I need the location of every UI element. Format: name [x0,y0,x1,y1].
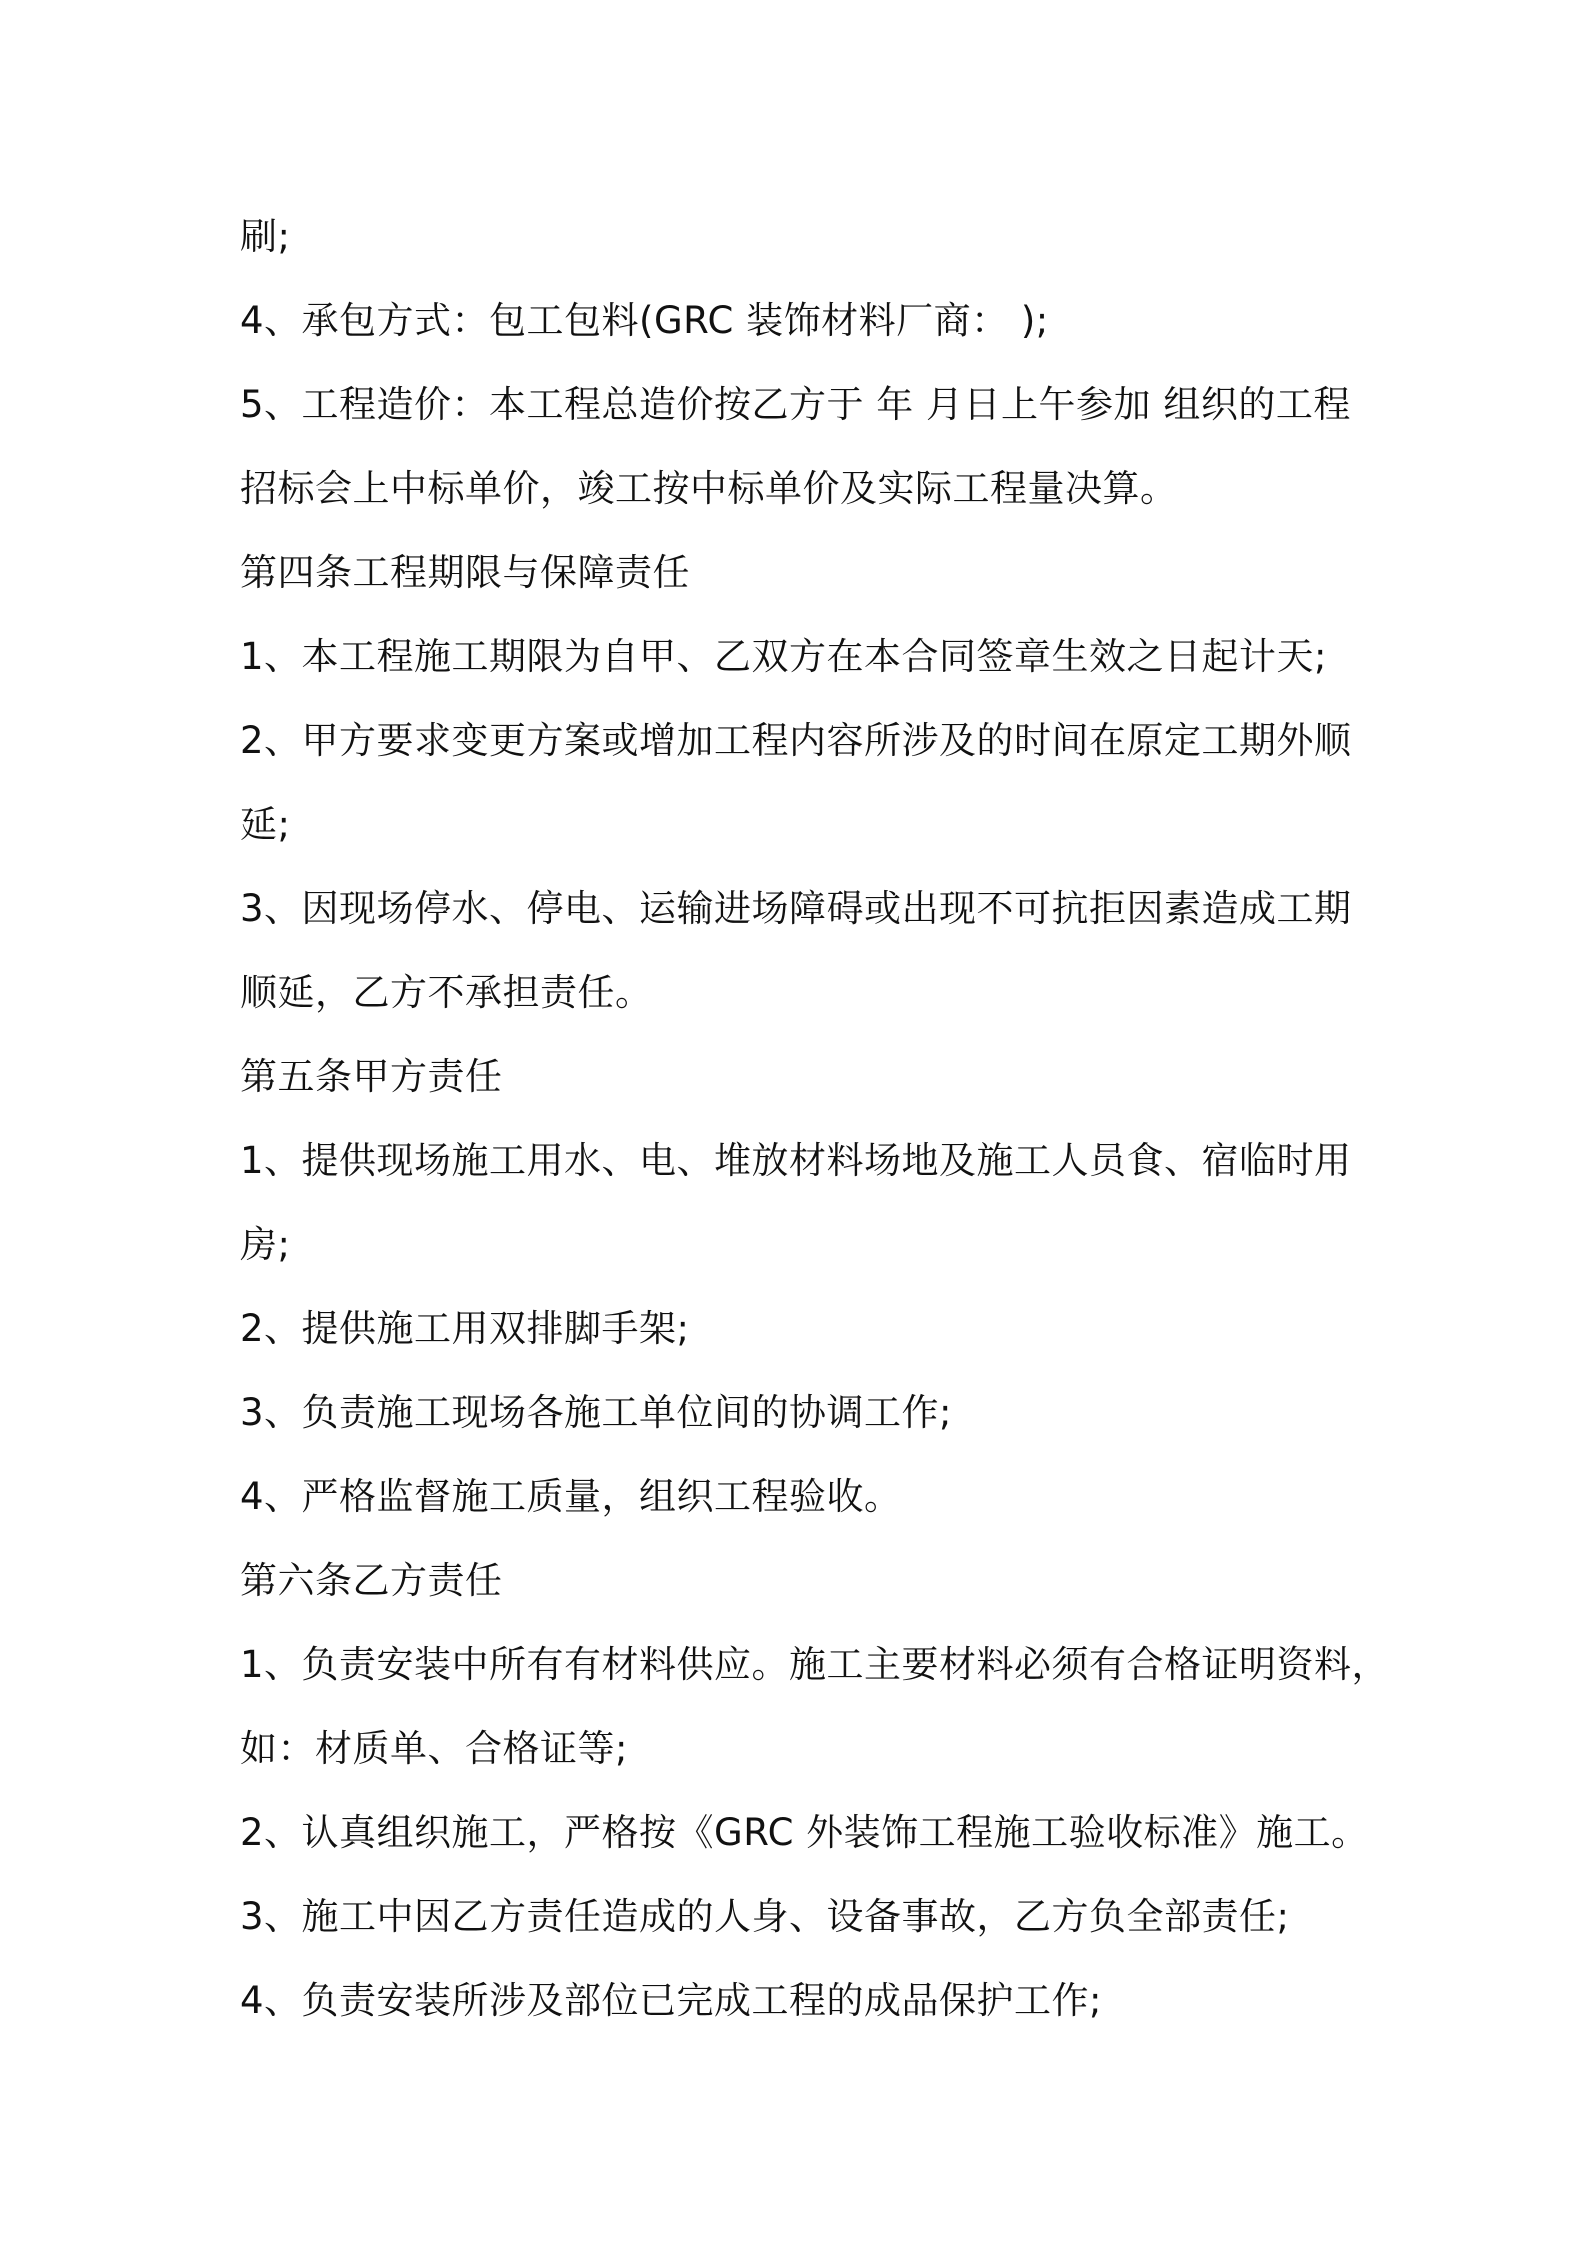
section-heading: 第四条工程期限与保障责任 [240,551,690,594]
text-line: 房; [240,1223,291,1266]
text-line: 2、提供施工用双排脚手架; [240,1307,690,1350]
text-line: 1、负责安装中所有有材料供应。施工主要材料必须有合格证明资料， [240,1643,1390,1686]
text-line: 4、严格监督施工质量，组织工程验收。 [240,1475,902,1518]
text-line: 1、提供现场施工用水、电、堆放材料场地及施工人员食、宿临时用 [240,1139,1352,1182]
text-line: 4、承包方式：包工包料(GRC 装饰材料厂商： ); [240,299,1049,342]
text-line: 3、负责施工现场各施工单位间的协调工作; [240,1391,953,1434]
text-line: 3、施工中因乙方责任造成的人身、设备事故，乙方负全部责任; [240,1895,1290,1938]
section-heading: 第六条乙方责任 [240,1559,503,1602]
section-heading: 第五条甲方责任 [240,1055,503,1098]
text-line: 4、负责安装所涉及部位已完成工程的成品保护工作; [240,1979,1103,2022]
text-line: 如：材质单、合格证等; [240,1727,628,1770]
text-line: 顺延，乙方不承担责任。 [240,971,653,1014]
document-body [240,195,1390,2043]
text-line: 1、本工程施工期限为自甲、乙双方在本合同签章生效之日起计天; [240,635,1328,678]
text-line: 3、因现场停水、停电、运输进场障碍或出现不可抗拒因素造成工期 [240,887,1352,930]
text-line: 延; [240,803,291,846]
text-line: 招标会上中标单价，竣工按中标单价及实际工程量决算。 [240,467,1178,510]
text-line: 5、工程造价：本工程总造价按乙方于 年 月日上午参加 组织的工程 [240,383,1351,426]
text-line: 2、认真组织施工，严格按《GRC 外装饰工程施工验收标准》施工。 [240,1811,1369,1854]
text-line: 刷; [240,215,291,258]
text-line: 2、甲方要求变更方案或增加工程内容所涉及的时间在原定工期外顺 [240,719,1352,762]
